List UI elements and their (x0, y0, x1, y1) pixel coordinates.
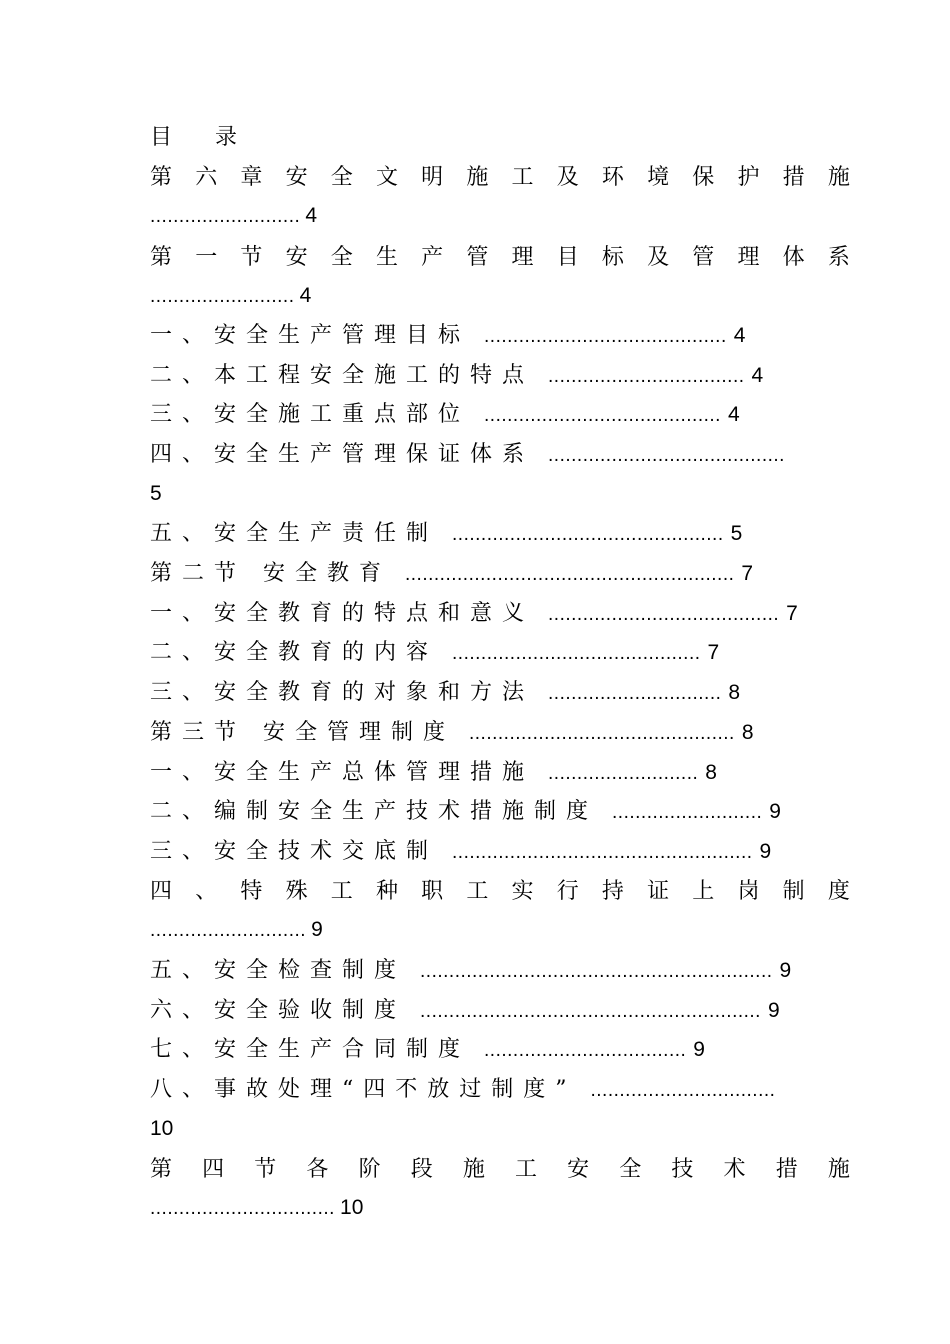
toc-char: 职 (421, 879, 444, 904)
toc-char: 工 (466, 879, 489, 904)
toc-entry-text: 一、安全教育的特点和意义 (150, 601, 535, 626)
toc-char: 技 (671, 1157, 694, 1182)
toc-entry (150, 596, 798, 632)
toc-char: 明 (421, 165, 444, 190)
toc-dots: ......................................... (548, 445, 785, 466)
toc-entry-leader (150, 1190, 363, 1226)
toc-char: 理 (511, 245, 534, 270)
toc-char: 一 (195, 245, 218, 270)
toc-page-number: 4 (733, 324, 746, 347)
toc-char: 工 (511, 165, 534, 190)
toc-char: 体 (782, 245, 805, 270)
toc-page-number: 9 (779, 959, 792, 982)
toc-entry-leader (150, 1111, 173, 1147)
toc-dots: .............................. (548, 683, 722, 704)
toc-char: 持 (601, 879, 624, 904)
toc-char: 施 (466, 165, 489, 190)
toc-char: 第 (150, 1157, 173, 1182)
toc-entry-label (150, 874, 850, 910)
toc-page-number: 8 (705, 761, 717, 784)
toc-page-number: 9 (759, 840, 772, 863)
toc-entry (150, 437, 785, 473)
toc-entry-text: 六、安全验收制度 (150, 998, 407, 1023)
toc-entry (150, 675, 740, 711)
toc-char: 四 (202, 1157, 225, 1182)
toc-dots: .......................... (150, 206, 301, 227)
toc-char: 系 (827, 245, 850, 270)
toc-char: 护 (737, 165, 760, 190)
toc-dots: .................................................... (452, 842, 753, 863)
toc-char: 施 (827, 165, 850, 190)
toc-char: 施 (827, 1157, 850, 1182)
toc-char: 制 (782, 879, 805, 904)
toc-page-number: 10 (340, 1196, 364, 1219)
toc-char: 术 (723, 1157, 746, 1182)
toc-entry-text: 一、安全生产管理目标 (150, 323, 471, 348)
toc-entry-leader (150, 476, 162, 512)
toc-char: 文 (375, 165, 398, 190)
toc-char: 特 (240, 879, 263, 904)
toc-char: 六 (195, 165, 218, 190)
toc-dots: ......................................................... (405, 564, 735, 585)
toc-entry-text: 三、安全教育的对象和方法 (150, 680, 535, 705)
toc-char: 第 (150, 245, 173, 270)
toc-page-number: 4 (299, 284, 312, 307)
toc-entry-text: 五、安全生产责任制 (150, 521, 439, 546)
toc-char: 第 (150, 165, 173, 190)
toc-entry (150, 993, 780, 1029)
toc-char: 、 (195, 879, 218, 904)
toc-char: 工 (330, 879, 353, 904)
toc-page-number: 8 (728, 681, 741, 704)
toc-dots: .............................................. (469, 723, 735, 744)
toc-char: 及 (556, 165, 579, 190)
toc-entry-leader (150, 198, 317, 234)
toc-dots: ................................ (150, 1198, 335, 1219)
toc-page-number: 9 (767, 999, 780, 1022)
toc-page-number: 8 (741, 721, 754, 744)
toc-char: 殊 (285, 879, 308, 904)
toc-page-number: 9 (769, 800, 781, 823)
toc-entry (150, 397, 740, 433)
toc-page-number: 5 (730, 522, 743, 545)
toc-entry-text: 第三节 安全管理制度 (150, 720, 455, 745)
toc-entry-text (150, 160, 850, 196)
toc-entry-text: 一、安全生产总体管理措施 (150, 760, 535, 785)
toc-entry-text: 三、安全施工重点部位 (150, 402, 471, 427)
toc-page-number: 10 (150, 1117, 174, 1140)
toc-dots: .......................... (612, 802, 763, 823)
toc-entry (150, 953, 791, 989)
toc-entry (150, 516, 742, 552)
toc-dots: ........................................ (548, 604, 780, 625)
toc-char: 环 (601, 165, 624, 190)
toc-dots: ........................................................... (420, 1001, 761, 1022)
toc-entry-text (150, 240, 850, 276)
toc-page-number: 9 (311, 918, 323, 941)
toc-entry-text: 二、安全教育的内容 (150, 640, 439, 665)
toc-dots: .......................................... (484, 326, 727, 347)
toc-entry-leader (150, 912, 323, 948)
toc-page-number: 9 (693, 1038, 705, 1061)
toc-char: 段 (410, 1157, 433, 1182)
toc-entry-text: 八、事故处理“四不放过制度” (150, 1077, 577, 1102)
toc-char: 种 (375, 879, 398, 904)
toc-char: 全 (330, 165, 353, 190)
toc-entry (150, 556, 753, 592)
toc-page-number: 4 (305, 204, 318, 227)
toc-char: 措 (782, 165, 805, 190)
toc-char: 节 (254, 1157, 277, 1182)
toc-entry-label (150, 240, 850, 276)
toc-entry-label (150, 160, 850, 196)
toc-page-number: 7 (707, 641, 720, 664)
toc-char: 施 (462, 1157, 485, 1182)
toc-char: 产 (421, 245, 444, 270)
toc-dots: ............................................... (452, 524, 724, 545)
toc-dots: .......................... (548, 763, 699, 784)
toc-entry (150, 1072, 775, 1108)
toc-char: 阶 (358, 1157, 381, 1182)
toc-entry-text: 二、本工程安全施工的特点 (150, 363, 535, 388)
toc-page-number: 4 (727, 403, 740, 426)
toc-page-number: 7 (741, 562, 754, 585)
toc-entry-text: 七、安全生产合同制度 (150, 1037, 471, 1062)
toc-char: 安 (285, 245, 308, 270)
toc-char: 标 (601, 245, 624, 270)
toc-title: 目 录 (150, 125, 255, 150)
toc-char: 全 (619, 1157, 642, 1182)
toc-dots: ........................................... (452, 643, 701, 664)
toc-char: 及 (647, 245, 670, 270)
toc-dots: ................................... (484, 1040, 687, 1061)
toc-entry-leader (150, 278, 311, 314)
toc-char: 保 (692, 165, 715, 190)
toc-dots: ......................................... (484, 405, 721, 426)
toc-char: 管 (692, 245, 715, 270)
toc-char: 境 (647, 165, 670, 190)
toc-char: 节 (240, 245, 263, 270)
toc-entry-text: 四、安全生产管理保证体系 (150, 442, 535, 467)
toc-char: 理 (737, 245, 760, 270)
toc-char: 行 (556, 879, 579, 904)
toc-entry (150, 834, 771, 870)
toc-dots: .................................. (548, 366, 745, 387)
toc-dots: ........................... (150, 920, 307, 941)
toc-page-number: 4 (751, 364, 764, 387)
toc-entry (150, 794, 781, 830)
toc-dots: ......................... (150, 286, 295, 307)
toc-char: 管 (466, 245, 489, 270)
toc-entry-text: 五、安全检查制度 (150, 958, 407, 983)
toc-char: 度 (827, 879, 850, 904)
toc-char: 证 (647, 879, 670, 904)
toc-char: 各 (306, 1157, 329, 1182)
toc-dots: ................................ (590, 1080, 776, 1101)
toc-page-number: 7 (786, 602, 798, 625)
toc-char: 目 (556, 245, 579, 270)
toc-char: 章 (240, 165, 263, 190)
toc-entry (150, 318, 745, 354)
toc-entry-label (150, 1152, 850, 1188)
toc-entry (150, 635, 719, 671)
toc-char: 四 (150, 879, 173, 904)
toc-char: 全 (330, 245, 353, 270)
toc-char: 岗 (737, 879, 760, 904)
toc-entry (150, 755, 717, 791)
toc-entry (150, 1032, 705, 1068)
toc-page-number: 5 (150, 482, 162, 505)
toc-entry (150, 715, 754, 751)
toc-entry-text: 第二节 安全教育 (150, 561, 391, 586)
toc-char: 工 (514, 1157, 537, 1182)
toc-entry-text (150, 1152, 850, 1188)
toc-char: 上 (692, 879, 715, 904)
toc-entry-text (150, 874, 850, 910)
toc-char: 措 (775, 1157, 798, 1182)
toc-char: 实 (511, 879, 534, 904)
toc-char: 安 (567, 1157, 590, 1182)
toc-char: 安 (285, 165, 308, 190)
toc-entry (150, 358, 763, 394)
toc-entry-text: 三、安全技术交底制 (150, 839, 439, 864)
toc-dots: ............................................................. (420, 961, 773, 982)
toc-char: 生 (375, 245, 398, 270)
toc-entry-text: 二、编制安全生产技术措施制度 (150, 799, 599, 824)
